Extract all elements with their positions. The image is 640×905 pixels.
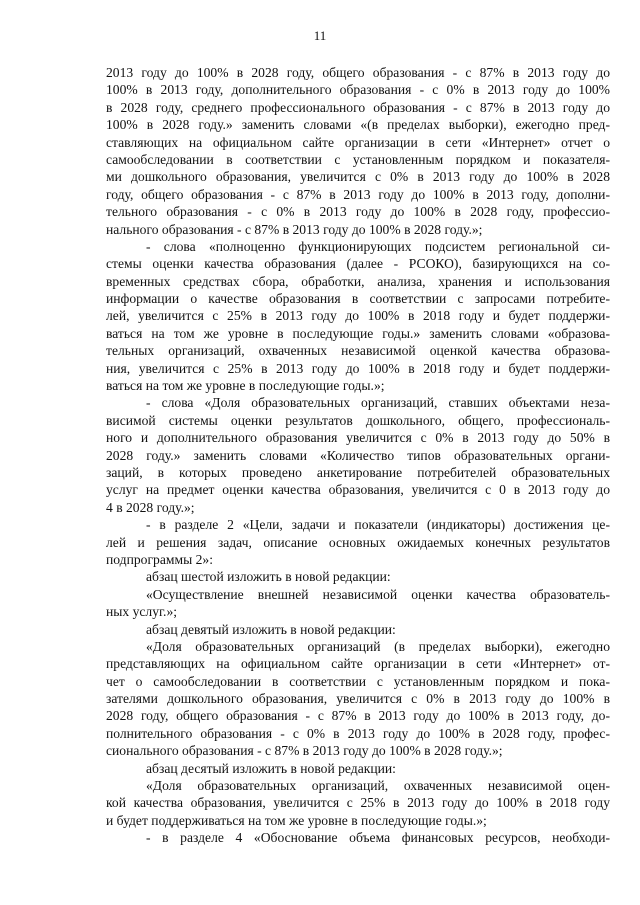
- text-line: ваться на том же уровне в последующие годы.» заменить словами «образова-: [106, 325, 610, 341]
- text-line: году, общего образования - с 87% в 2013 году до 100% в 2013 году, дополни-: [106, 186, 610, 202]
- text-line: подпрограммы 2»:: [106, 551, 213, 567]
- text-line: информации о качестве образования в соответствии с запросами потребите-: [106, 291, 610, 307]
- text-line: услуг на предмет оценки качества образования, увеличится с 0 в 2013 году до: [106, 482, 610, 498]
- text-line: ставляющих на официальном сайте организации в сети «Интернет» отчет о: [106, 134, 610, 150]
- text-line: 2028 году.» заменить словами «Количество типов образовательных органи-: [106, 447, 610, 463]
- text-line: - в разделе 4 «Обоснование объема финансовых ресурсов, необходи-: [146, 830, 610, 846]
- text-line: 2028 году, общего образования - с 87% в 2013 году до 100% в 2013 году, до-: [106, 708, 610, 724]
- text-line: 100% в 2028 году.» заменить словами «(в пределах выборки), ежегодно пред-: [106, 117, 610, 133]
- text-line: висимой системы оценки результатов дошкольного, общего, профессиональ-: [106, 412, 610, 428]
- text-line: тельных организаций, охваченных независимой оценкой качества образова-: [106, 343, 610, 359]
- text-line: 100% в 2013 году, дополнительного образования - с 0% в 2013 году до 100%: [106, 82, 610, 98]
- text-line: абзац десятый изложить в новой редакции:: [146, 760, 396, 776]
- text-line: «Доля образовательных организаций (в пределах выборки), ежегодно: [146, 638, 610, 654]
- text-line: ного и дополнительного образования увеличится с 0% в 2013 году до 50% в: [106, 430, 610, 446]
- text-line: - слова «Доля образовательных организаций, ставших объектами неза-: [146, 395, 610, 411]
- text-line: 2013 году до 100% в 2028 году, общего образования - с 87% в 2013 году до: [106, 65, 610, 80]
- text-line: лей и решения задач, описание основных ожидаемых конечных результатов: [106, 534, 610, 550]
- text-line: ных услуг.»;: [106, 604, 178, 620]
- text-line: «Доля образовательных организаций, охваченных независимой оцен-: [146, 778, 610, 794]
- text-line: абзац шестой изложить в новой редакции:: [146, 569, 391, 585]
- text-line: в 2028 году, среднего профессионального образования - с 87% в 2013 году до: [106, 99, 610, 115]
- text-line: чет о самообследовании в соответствии с установленным порядком и пока-: [106, 673, 610, 689]
- text-line: и будет поддерживаться на том же уровне в последующие годы.»;: [106, 812, 487, 828]
- text-line: ваться на том же уровне в последующие годы.»;: [106, 378, 385, 394]
- text-line: - в разделе 2 «Цели, задачи и показатели (индикаторы) достижения це-: [146, 517, 610, 533]
- document-body: [106, 64, 610, 847]
- text-line: самообследовании в соответствии с установленным порядком и показателя-: [106, 151, 610, 167]
- text-line: сионального образования - с 87% в 2013 году до 100% в 2028 году.»;: [106, 743, 503, 759]
- text-line: стемы оценки качества образования (далее - РСОКО), базирующихся на со-: [106, 256, 610, 272]
- text-line: тельного образования - с 0% в 2013 году до 100% в 2028 году, профессио-: [106, 204, 610, 220]
- text-line: 4 в 2028 году.»;: [106, 499, 195, 515]
- text-line: лей, увеличится с 25% в 2013 году до 100% в 2018 году и будет поддержи-: [106, 308, 610, 324]
- text-line: представляющих на официальном сайте организации в сети «Интернет» от-: [106, 656, 610, 672]
- text-line: ми дошкольного образования, увеличится с 0% в 2013 году до 100% в 2028: [106, 169, 610, 185]
- text-line: заций, в которых проведено анкетирование потребителей образовательных: [106, 464, 610, 480]
- text-line: кой качества образования, увеличится с 25% в 2013 году до 100% в 2018 году: [106, 795, 610, 811]
- text-line: ния, увеличится с 25% в 2013 году до 100% в 2018 году и будет поддержи-: [106, 360, 610, 376]
- text-line: «Осуществление внешней независимой оценки качества образователь-: [146, 586, 610, 602]
- text-line: абзац девятый изложить в новой редакции:: [146, 621, 396, 637]
- text-line: нального образования - с 87% в 2013 году до 100% в 2028 году.»;: [106, 221, 483, 237]
- page-number: 11: [313, 28, 327, 43]
- text-line: полнительного образования - с 0% в 2013 году до 100% в 2028 году, профес-: [106, 725, 610, 741]
- text-line: зателями дошкольного образования, увеличится с 0% в 2013 году до 100% в: [106, 691, 610, 707]
- text-line: - слова «полноценно функционирующих подсистем региональной си-: [146, 238, 610, 254]
- text-line: временных средствах сбора, обработки, анализа, хранения и использования: [106, 273, 610, 289]
